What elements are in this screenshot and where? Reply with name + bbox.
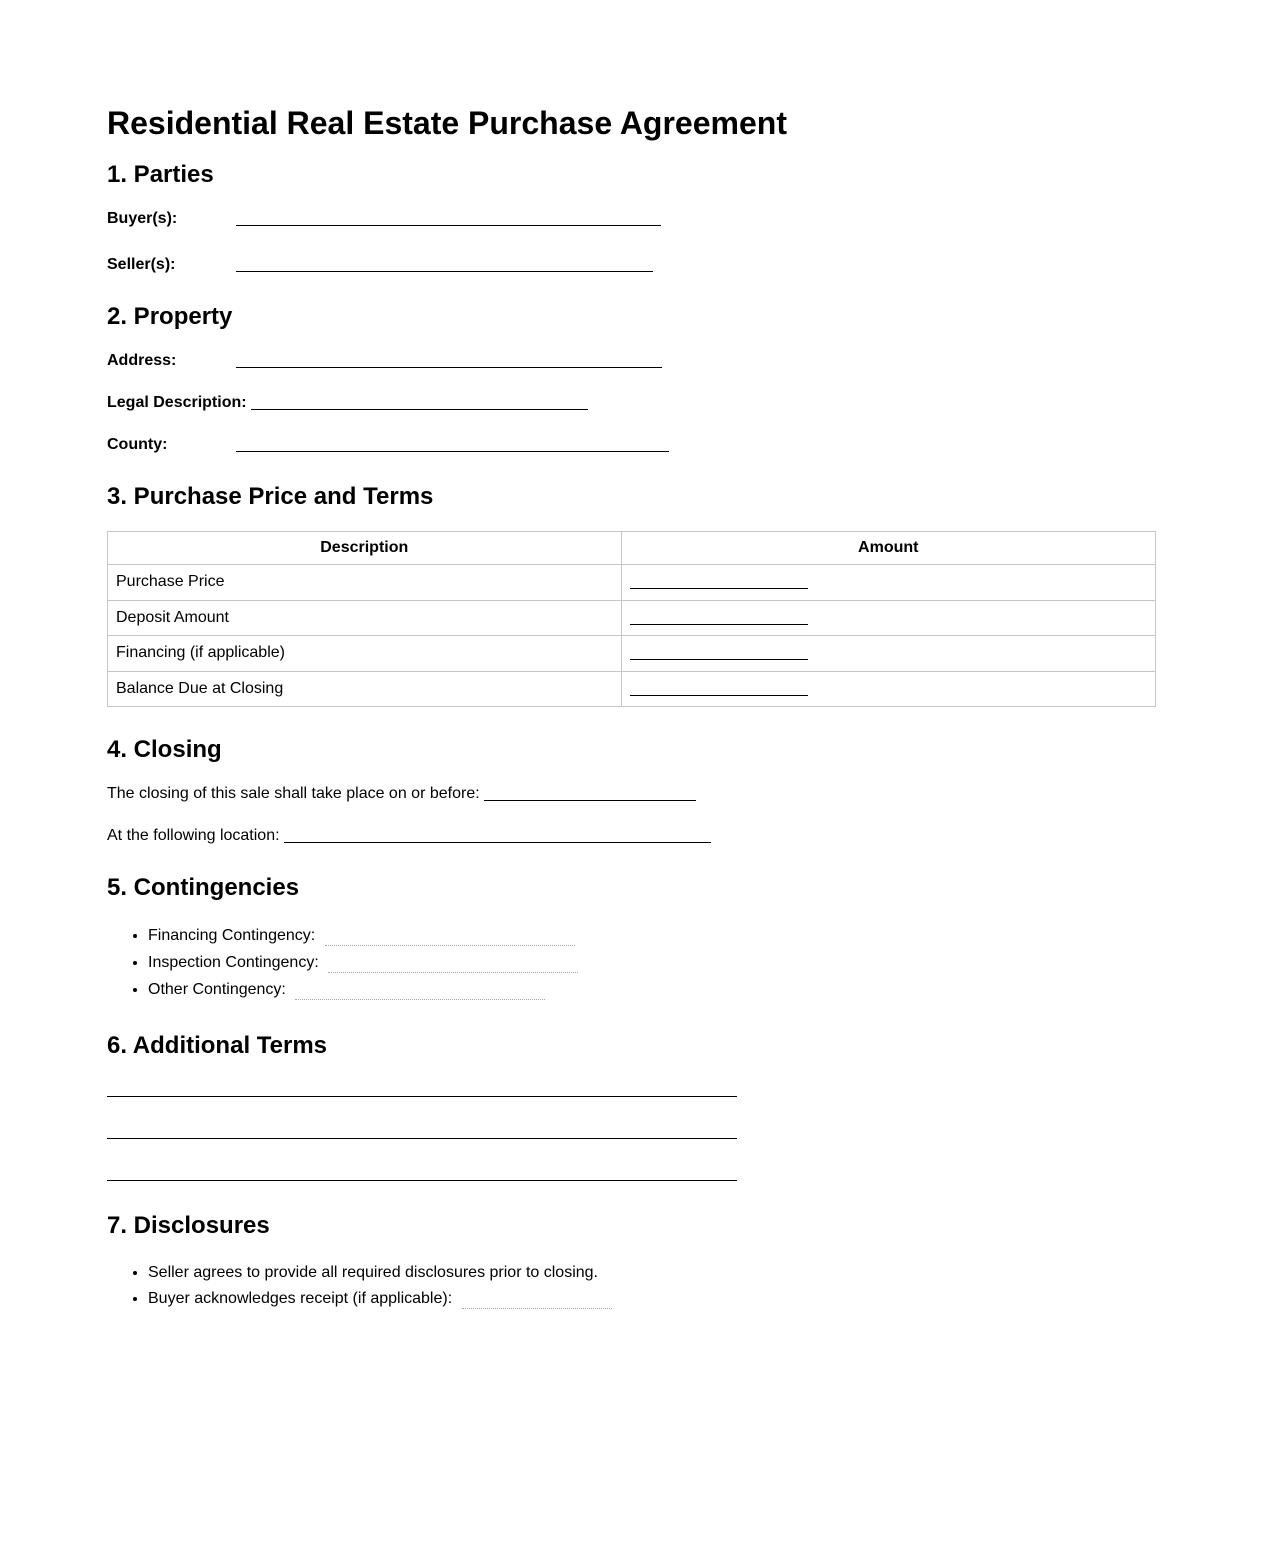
buyer-field-row: [107, 209, 1157, 228]
section-additional-terms: [107, 1032, 1157, 1183]
additional-terms-line-row: [107, 1164, 1157, 1183]
page-title: Residential Real Estate Purchase Agreement: [107, 105, 787, 141]
seller-field-row: [107, 255, 1157, 274]
legal-description-blank[interactable]: [251, 394, 588, 410]
closing-date-lead: The closing of this sale shall take place on or before:: [107, 784, 480, 802]
financing-amount-blank[interactable]: [630, 644, 808, 660]
table-row: [108, 600, 1156, 635]
county-label: County:: [107, 436, 168, 453]
section-contingencies: [107, 874, 1157, 1003]
additional-terms-blank-2[interactable]: [107, 1123, 737, 1139]
closing-date-row: [107, 784, 1157, 803]
purchase-price-amount-blank[interactable]: [630, 573, 808, 589]
financing-contingency-blank[interactable]: [325, 930, 575, 946]
buyer-label: Buyer(s):: [107, 210, 178, 227]
section-parties-heading: 1. Parties: [107, 161, 214, 188]
table-row: [108, 636, 1156, 671]
deposit-amount-blank[interactable]: [630, 609, 808, 625]
section-property-heading: 2. Property: [107, 303, 233, 330]
section-property: [107, 303, 1157, 454]
deposit-amount-cell: [621, 600, 1155, 635]
list-item: [148, 1260, 1157, 1286]
additional-terms-line-row: [107, 1122, 1157, 1141]
row-label-purchase-price: Purchase Price: [108, 565, 622, 600]
purchase-price-table: [107, 531, 1156, 707]
financing-contingency-label: Financing Contingency:: [148, 926, 316, 944]
seller-blank[interactable]: [236, 256, 653, 272]
closing-date-blank[interactable]: [484, 785, 696, 801]
closing-location-row: [107, 826, 1157, 845]
section-purchase-price: [107, 483, 1157, 707]
row-label-balance-due: Balance Due at Closing: [108, 671, 622, 706]
amount-column-header: Amount: [621, 532, 1155, 565]
closing-location-lead: At the following location:: [107, 826, 280, 844]
section-parties: [107, 161, 1157, 274]
seller-label: Seller(s):: [107, 256, 176, 273]
county-blank[interactable]: [236, 436, 669, 452]
section-purchase-price-heading: 3. Purchase Price and Terms: [107, 483, 434, 510]
buyer-blank[interactable]: [236, 210, 661, 226]
row-label-financing: Financing (if applicable): [108, 636, 622, 671]
legal-description-label: Legal Description:: [107, 394, 247, 411]
seller-disclosures-text: Seller agrees to provide all required disclosures prior to closing.: [148, 1263, 598, 1281]
description-column-header: Description: [108, 532, 622, 565]
section-additional-terms-heading: 6. Additional Terms: [107, 1031, 328, 1059]
section-closing: [107, 736, 1157, 845]
other-contingency-label: Other Contingency:: [148, 980, 286, 998]
balance-due-amount-cell: [621, 671, 1155, 706]
list-item: [148, 1286, 1157, 1312]
table-row: [108, 671, 1156, 706]
additional-terms-blank-1[interactable]: [107, 1081, 737, 1097]
other-contingency-blank[interactable]: [295, 984, 545, 1000]
row-label-deposit-amount: Deposit Amount: [108, 600, 622, 635]
table-row: [108, 565, 1156, 600]
section-contingencies-heading: 5. Contingencies: [107, 873, 300, 901]
financing-amount-cell: [621, 636, 1155, 671]
purchase-price-amount-cell: [621, 565, 1155, 600]
section-disclosures: [107, 1212, 1157, 1312]
additional-terms-line-row: [107, 1080, 1157, 1099]
inspection-contingency-label: Inspection Contingency:: [148, 953, 319, 971]
address-field-row: [107, 351, 1157, 370]
closing-location-blank[interactable]: [284, 827, 711, 843]
section-closing-heading: 4. Closing: [107, 735, 222, 763]
county-field-row: [107, 435, 1157, 454]
section-disclosures-heading: 7. Disclosures: [107, 1211, 270, 1239]
inspection-contingency-blank[interactable]: [328, 957, 578, 973]
buyer-receipt-label: Buyer acknowledges receipt (if applicable):: [148, 1289, 453, 1307]
contingencies-list: [107, 922, 1157, 1003]
disclosures-list: [107, 1260, 1157, 1312]
list-item: [148, 976, 1157, 1003]
address-label: Address:: [107, 352, 177, 369]
list-item: [148, 949, 1157, 976]
list-item: [148, 922, 1157, 949]
balance-due-amount-blank[interactable]: [630, 680, 808, 696]
additional-terms-blank-3[interactable]: [107, 1165, 737, 1181]
legal-description-field-row: [107, 393, 1157, 412]
buyer-receipt-blank[interactable]: [462, 1293, 612, 1309]
table-header-row: [108, 532, 1156, 565]
address-blank[interactable]: [236, 352, 662, 368]
